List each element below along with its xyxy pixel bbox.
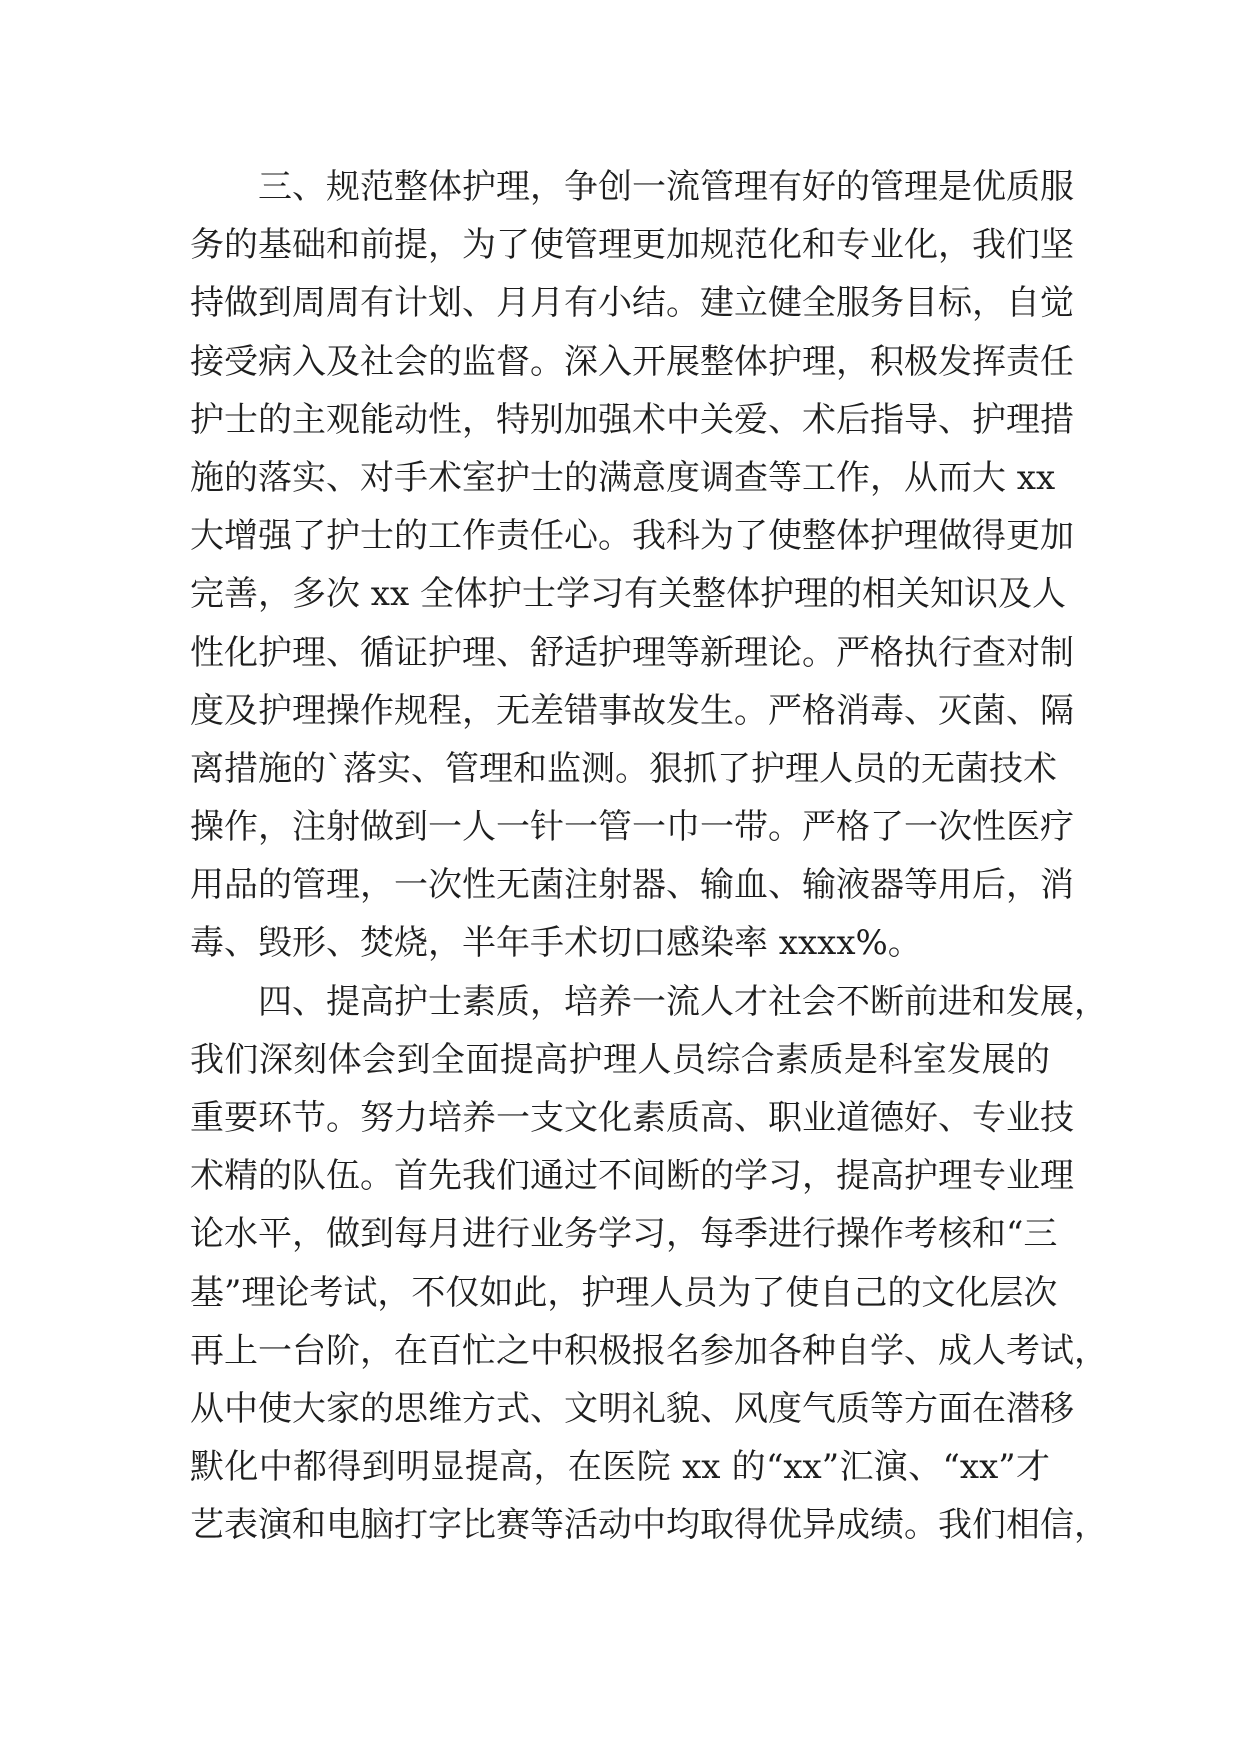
text-line: 务的基础和前提，为了使管理更加规范化和专业化，我们坚 <box>190 225 1074 266</box>
text-line: 默化中都得到明显提高，在医院 xx 的“xx”汇演、“xx”才 <box>190 1447 1050 1488</box>
text-line: 重要环节。努力培养一支文化素质高、职业道德好、专业技 <box>190 1098 1074 1138</box>
text-line: 持做到周周有计划、月月有小结。建立健全服务目标，自觉 <box>190 283 1074 324</box>
text-line: 基”理论考试，不仅如此，护理人员为了使自己的文化层次 <box>190 1272 1058 1313</box>
text-line: 论水平，做到每月进行业务学习，每季进行操作考核和“三 <box>190 1214 1058 1255</box>
text-line: 用品的管理，一次性无菌注射器、输血、输液器等用后，消 <box>190 865 1074 906</box>
text-line: 度及护理操作规程，无差错事故发生。严格消毒、灭菌、隔 <box>190 690 1074 731</box>
text-line: 接受病入及社会的监督。深入开展整体护理，积极发挥责任 <box>190 341 1074 382</box>
paragraph-section-three <box>190 158 1074 973</box>
text-line: 离措施的`落实、管理和监测。狠抓了护理人员的无菌技术 <box>190 748 1057 789</box>
document-body <box>190 158 1108 1555</box>
text-line: 再上一台阶，在百忙之中积极报名参加各种自学、成人考试， <box>190 1330 1108 1371</box>
text-line: 操作，注射做到一人一针一管一巾一带。严格了一次性医疗 <box>190 807 1074 848</box>
text-line: 三、规范整体护理，争创一流管理有好的管理是优质服 <box>258 167 1074 207</box>
text-line: 护士的主观能动性，特别加强术中关爱、术后指导、护理措 <box>190 399 1074 440</box>
text-line: 四、提高护士素质，培养一流人才社会不断前进和发展， <box>258 981 1108 1022</box>
text-line: 艺表演和电脑打字比赛等活动中均取得优异成绩。我们相信， <box>190 1505 1108 1546</box>
paragraph-section-four <box>190 973 1108 1555</box>
text-line: 从中使大家的思维方式、文明礼貌、风度气质等方面在潜移 <box>190 1388 1074 1429</box>
text-line: 性化护理、循证护理、舒适护理等新理论。严格执行查对制 <box>190 632 1074 673</box>
text-line: 施的落实、对手术室护士的满意度调查等工作，从而大 xx <box>190 457 1056 498</box>
text-line: 大增强了护士的工作责任心。我科为了使整体护理做得更加 <box>190 516 1074 557</box>
text-line: 我们深刻体会到全面提高护理人员综合素质是科室发展的 <box>190 1039 1050 1080</box>
text-line: 毒、毁形、焚烧，半年手术切口感染率 xxxx%。 <box>190 923 922 964</box>
text-line: 完善，多次 xx 全体护士学习有关整体护理的相关知识及人 <box>190 574 1066 615</box>
text-line: 术精的队伍。首先我们通过不间断的学习，提高护理专业理 <box>190 1156 1074 1197</box>
